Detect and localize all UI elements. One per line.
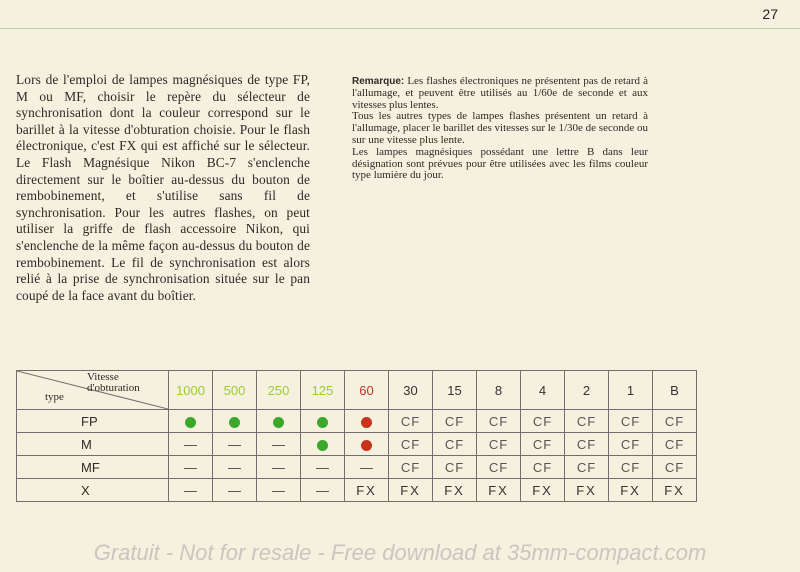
sync-cell-cf: CF	[477, 410, 521, 433]
sync-cell-cf: CF	[609, 456, 653, 479]
table-header-row	[17, 371, 697, 410]
speed-header-2: 2	[565, 371, 609, 410]
sync-cell-cf: CF	[477, 433, 521, 456]
table-corner-cell	[17, 371, 169, 410]
green-dot-icon	[273, 417, 284, 428]
page-number: 27	[762, 6, 778, 22]
sync-dot-red	[345, 433, 389, 456]
sync-cell-cf: CF	[653, 433, 697, 456]
sync-cell-cf: CF	[521, 433, 565, 456]
speed-header-label: Vitesse d'obturation	[87, 371, 140, 394]
sync-cell-cf: CF	[389, 433, 433, 456]
sync-cell-fx: FX	[345, 479, 389, 502]
sync-cell-cf: CF	[433, 410, 477, 433]
speed-header-30: 30	[389, 371, 433, 410]
sync-dot-green	[169, 410, 213, 433]
flash-type-label: X	[17, 479, 169, 502]
green-dot-icon	[317, 417, 328, 428]
sync-cell-fx: FX	[609, 479, 653, 502]
green-dot-icon	[229, 417, 240, 428]
type-header-label: type	[45, 391, 64, 403]
table-row	[17, 479, 697, 502]
speed-header-8: 8	[477, 371, 521, 410]
sync-dot-red	[345, 410, 389, 433]
table-body	[17, 410, 697, 502]
main-paragraph: Lors de l'emploi de lampes magnésiques de type FP, M ou MF, choisir le repère du sélecteur de synchronisation dont la couleur correspond sur le barillet à la vitesse d'obturation choisie. Pour le flash électronique, c'est FX qui est affiché sur le sélecteur. Le Flash Magnésique Nikon BC-7 s'enclenche directement sur le boîtier au-dessus du bouton de rembobinement, et s'utilise sans fil de synchronisation. Pour les autres flashes, on peut utiliser la griffe de flash accessoire Nikon, qui s'enclenche de la même façon au-dessus du bouton de rembobinement. Le fil de synchronisation est alors relié à la prise de synchronisation située sur le pan coupé de la face avant du boîtier.	[16, 72, 310, 303]
watermark: Gratuit - Not for resale - Free download at 35mm-compact.com	[93, 540, 707, 565]
sync-cell-dash: —	[169, 433, 213, 456]
sync-cell-cf: CF	[389, 410, 433, 433]
sync-cell-fx: FX	[653, 479, 697, 502]
sync-dot-green	[257, 410, 301, 433]
sync-cell-fx: FX	[389, 479, 433, 502]
sync-cell-dash: —	[257, 433, 301, 456]
sync-cell-cf: CF	[609, 433, 653, 456]
table-row	[17, 410, 697, 433]
sync-cell-cf: CF	[389, 456, 433, 479]
green-dot-icon	[185, 417, 196, 428]
sync-cell-fx: FX	[521, 479, 565, 502]
sync-cell-cf: CF	[609, 410, 653, 433]
sync-cell-cf: CF	[653, 410, 697, 433]
speed-header-500: 500	[213, 371, 257, 410]
sync-cell-cf: CF	[565, 433, 609, 456]
flash-type-label: FP	[17, 410, 169, 433]
sync-cell-dash: —	[213, 479, 257, 502]
flash-type-label: MF	[17, 456, 169, 479]
main-text-column	[16, 72, 310, 304]
speed-header-250: 250	[257, 371, 301, 410]
sync-dot-green	[213, 410, 257, 433]
header-rule	[0, 28, 800, 29]
sync-cell-dash: —	[169, 479, 213, 502]
sync-cell-cf: CF	[433, 456, 477, 479]
remark-paragraph-3: Les lampes magnésiques possédant une lettre B dans leur désignation sont prévues pour être utilisées avec les films couleur type lumière du jour.	[352, 145, 648, 182]
sync-cell-cf: CF	[477, 456, 521, 479]
red-dot-icon	[361, 417, 372, 428]
speed-header-1: 1	[609, 371, 653, 410]
speed-header-15: 15	[433, 371, 477, 410]
sync-cell-dash: —	[213, 456, 257, 479]
remark-text-1: Les flashes électroniques ne présentent pas de retard à l'allumage, et peuvent être utilisés au 1/60e de seconde et aux vitesses plus lentes.	[352, 75, 649, 111]
sync-cell-cf: CF	[565, 410, 609, 433]
sync-cell-cf: CF	[653, 456, 697, 479]
sync-cell-dash: —	[301, 479, 345, 502]
sync-cell-dash: —	[301, 456, 345, 479]
sync-cell-dash: —	[345, 456, 389, 479]
sync-cell-cf: CF	[521, 456, 565, 479]
sync-dot-green	[301, 410, 345, 433]
sync-cell-dash: —	[169, 456, 213, 479]
speed-header-60: 60	[345, 371, 389, 410]
sync-cell-cf: CF	[565, 456, 609, 479]
remark-paragraph-1	[352, 76, 648, 111]
sync-cell-fx: FX	[477, 479, 521, 502]
remark-label: Remarque:	[352, 76, 405, 87]
sync-cell-cf: CF	[433, 433, 477, 456]
sync-cell-fx: FX	[433, 479, 477, 502]
speed-header-B: B	[653, 371, 697, 410]
speed-header-4: 4	[521, 371, 565, 410]
speed-header-1000: 1000	[169, 371, 213, 410]
sync-cell-fx: FX	[565, 479, 609, 502]
sync-dot-green	[301, 433, 345, 456]
green-dot-icon	[317, 440, 328, 451]
table-row	[17, 456, 697, 479]
flash-type-label: M	[17, 433, 169, 456]
speed-header-125: 125	[301, 371, 345, 410]
remark-column	[352, 76, 648, 182]
remark-paragraph-2: Tous les autres types de lampes flashes présentent un retard à l'allumage, placer le barillet des vitesses sur le 1/30e de seconde ou sur une vitesse plus lente.	[352, 110, 648, 146]
sync-cell-cf: CF	[521, 410, 565, 433]
red-dot-icon	[361, 440, 372, 451]
sync-cell-dash: —	[213, 433, 257, 456]
flash-sync-table	[16, 370, 697, 502]
sync-cell-dash: —	[257, 479, 301, 502]
sync-cell-dash: —	[257, 456, 301, 479]
table-row	[17, 433, 697, 456]
